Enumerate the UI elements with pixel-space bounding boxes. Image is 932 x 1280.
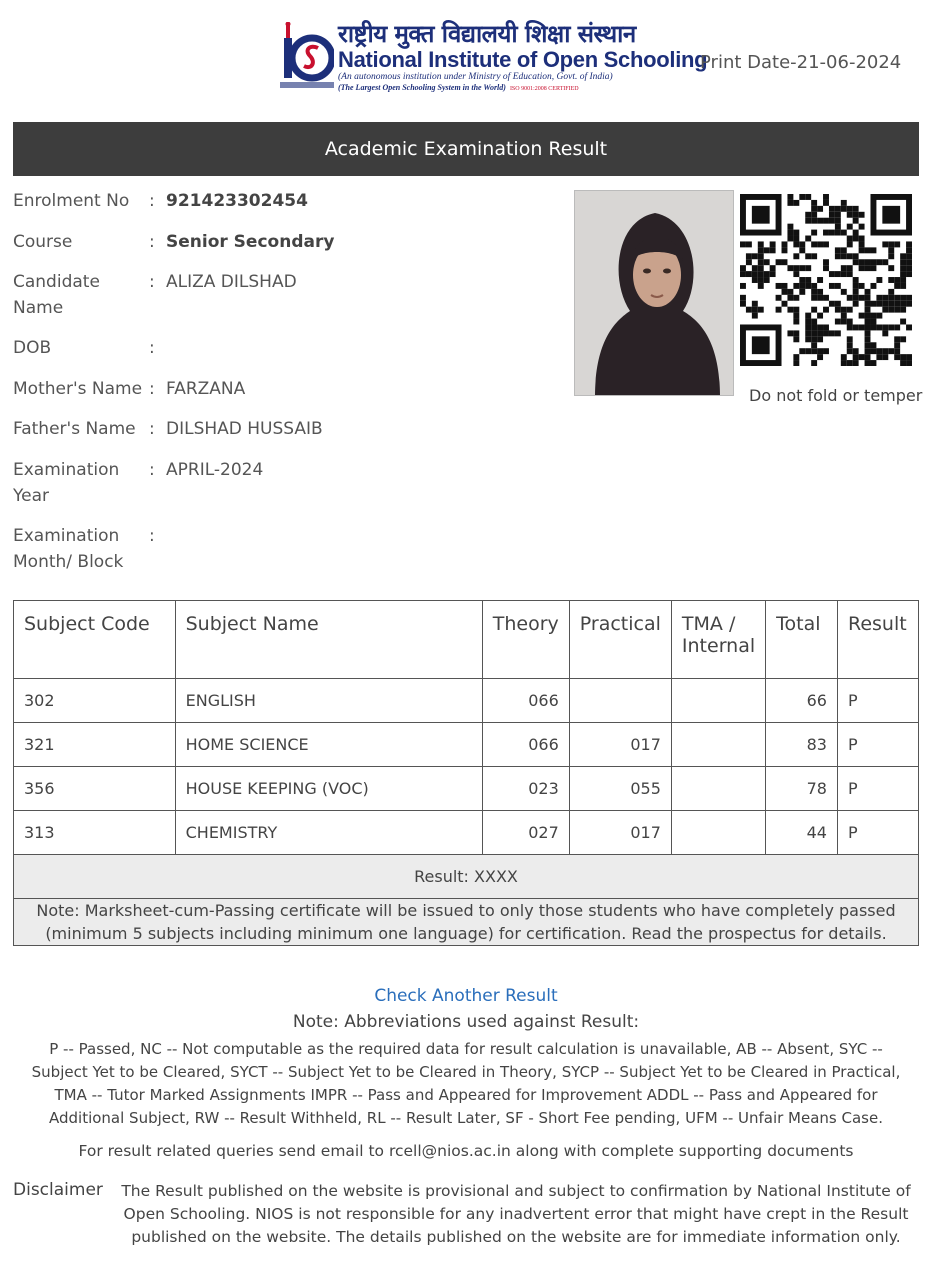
course-value: Senior Secondary [166, 232, 335, 252]
no-fold-note: Do not fold or temper [749, 386, 923, 405]
mother-name-value: FARZANA [166, 379, 246, 399]
cell-practical: 017 [569, 723, 671, 767]
info-label: Father's Name [13, 419, 136, 439]
cell-total: 83 [766, 723, 838, 767]
cell-theory: 066 [482, 679, 569, 723]
cell-theory: 023 [482, 767, 569, 811]
table-row [14, 723, 919, 767]
info-label: Enrolment No [13, 191, 130, 211]
info-label: Mother's Name [13, 379, 143, 399]
info-label: Candidate Name [13, 272, 100, 318]
cell-name: HOME SCIENCE [175, 723, 482, 767]
info-label: Course [13, 232, 73, 252]
result-summary: Result: XXXX [14, 855, 919, 899]
cell-result: P [837, 767, 918, 811]
tagline: (An autonomous institution under Ministry of Education, Govt. of India) [338, 72, 613, 82]
result-summary-row [14, 855, 919, 899]
cell-name: ENGLISH [175, 679, 482, 723]
org-name-block [338, 20, 707, 94]
col-header-practical: Practical [569, 601, 671, 679]
table-row [14, 811, 919, 855]
tagline-world: (The Largest Open Schooling System in the World) [338, 83, 506, 92]
candidate-photo [574, 190, 734, 396]
cell-practical [569, 679, 671, 723]
cell-total: 44 [766, 811, 838, 855]
print-date: Print Date-21-06-2024 [700, 52, 902, 73]
abbreviations-title: Note: Abbreviations used against Result: [292, 1012, 640, 1032]
cell-result: P [837, 811, 918, 855]
org-name [338, 48, 707, 72]
cell-total: 66 [766, 679, 838, 723]
cell-code: 313 [14, 811, 176, 855]
info-colon: : [149, 338, 155, 358]
disclaimer-label: Disclaimer [13, 1180, 103, 1200]
hindi-title: राष्ट्रीय मुक्त विद्यालयी शिक्षा संस्थान [338, 19, 636, 48]
page-title: Academic Examination Result [13, 122, 919, 176]
tagline-secondary [338, 83, 707, 94]
info-colon: : [149, 379, 155, 399]
iso-badge: ISO 9001:2008 CERTIFIED [509, 86, 579, 92]
cell-tma [671, 679, 765, 723]
exam-year-value: APRIL-2024 [166, 460, 264, 480]
cell-tma [671, 767, 765, 811]
disclaimer-text: The Result published on the website is provisional and subject to confirmation by National Institute of Open Schooling. NIOS is not responsible for any inadvertent error that might have crept in the Result published on the website. The details published on the website are for immediate information only. [121, 1182, 911, 1246]
father-name-value: DILSHAD HUSSAIB [166, 419, 323, 439]
col-header-total: Total [766, 601, 838, 679]
cell-total: 78 [766, 767, 838, 811]
certificate-note: Note: Marksheet-cum-Passing certificate will be issued to only those students who have completely passed (minimum 5 subjects including minimum one language) for certification. Read the prospectus for details. [14, 899, 919, 946]
cell-theory: 027 [482, 811, 569, 855]
table-row [14, 767, 919, 811]
page-header [0, 0, 932, 110]
info-label: DOB [13, 338, 52, 358]
col-header-result: Result [837, 601, 918, 679]
cell-code: 321 [14, 723, 176, 767]
col-header-code: Subject Code [14, 601, 176, 679]
org-name-part1: National Institute of [338, 47, 543, 72]
qr-code-icon [740, 194, 912, 366]
cell-result: P [837, 723, 918, 767]
cell-result: P [837, 679, 918, 723]
col-header-theory: Theory [482, 601, 569, 679]
cell-tma [671, 723, 765, 767]
cell-name: CHEMISTRY [175, 811, 482, 855]
nios-logo-icon [280, 22, 334, 92]
table-header-row [14, 601, 919, 679]
col-header-name: Subject Name [175, 601, 482, 679]
info-colon: : [149, 419, 155, 439]
note-row [14, 899, 919, 946]
info-colon: : [149, 272, 155, 292]
info-colon: : [149, 191, 155, 211]
abbreviations-text: P -- Passed, NC -- Not computable as the required data for result calculation is unavailable, AB -- Absent, SYC -- Subject Yet to be Cleared, SYCT -- Subject Yet to be Cleared in Theory, SYCP -- Subject Yet to be Cleared in Practical, TMA -- Tutor Marked Assignments IMPR -- Pass and Appeared for Improvement ADDL -- Pass and Appeared for Additional Subject, RW -- Result Withheld, RL -- Result Later, SF - Short Fee pending, UFM -- Unfair Means Case. [31, 1040, 901, 1127]
cell-practical: 017 [569, 811, 671, 855]
cell-code: 356 [14, 767, 176, 811]
marks-table [13, 600, 919, 946]
info-label: Examination Month/ Block [13, 526, 124, 572]
col-header-tma: TMA / Internal [671, 601, 765, 679]
cell-code: 302 [14, 679, 176, 723]
candidate-photo-icon [575, 191, 734, 396]
cell-name: HOUSE KEEPING (VOC) [175, 767, 482, 811]
cell-tma [671, 811, 765, 855]
candidate-name-value: ALIZA DILSHAD [166, 272, 297, 292]
check-another-result-link[interactable]: Check Another Result [374, 986, 558, 1006]
cell-practical: 055 [569, 767, 671, 811]
info-colon: : [149, 460, 155, 480]
table-row [14, 679, 919, 723]
info-colon: : [149, 232, 155, 252]
enrolment-value: 921423302454 [166, 191, 308, 211]
info-label: Examination Year [13, 460, 120, 506]
cell-theory: 066 [482, 723, 569, 767]
info-colon: : [149, 526, 155, 546]
queries-note: For result related queries send email to rcell@nios.ac.in along with complete supporting documents [78, 1142, 854, 1160]
org-name-part2: Open Schooling [542, 47, 708, 72]
